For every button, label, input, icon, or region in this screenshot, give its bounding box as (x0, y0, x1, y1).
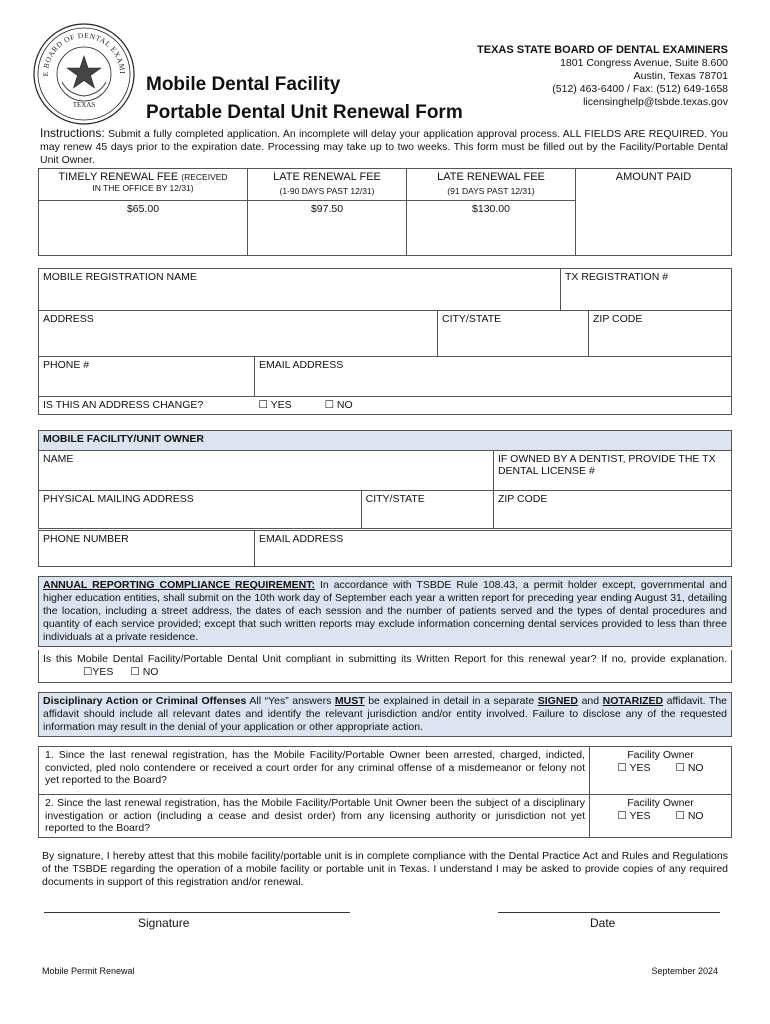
address-label: ADDRESS (43, 313, 94, 325)
question-1-owner-label: Facility Owner (627, 749, 694, 761)
compliance-text: In accordance with TSBDE Rule 108.43, a permit holder except, governmental and higher education entities, shall submit on the 10th work day of September each year a written report for preceding year ending August 31, detailing the location, including a street address, the dates of each session and the number of patients served and the types of dental procedures and quantity of each service provided; except that such written reports may exclude information concerning dental services provided to less than three individuals at a private residence. (43, 579, 728, 643)
registration-name-label: MOBILE REGISTRATION NAME (43, 271, 197, 283)
registration-table (38, 268, 732, 311)
owner-phone-field[interactable] (39, 531, 255, 567)
question-2-no[interactable]: ☐ NO (675, 810, 704, 822)
address-field[interactable] (39, 311, 438, 357)
address-change-yes-label: YES (270, 399, 292, 411)
owner-city-state-label: CITY/STATE (365, 493, 425, 505)
timely-fee-label: TIMELY RENEWAL FEE (58, 171, 179, 183)
compliance-question-box (38, 650, 732, 683)
agency-email[interactable]: licensinghelp@tsbde.texas.gov (583, 96, 728, 108)
title-line-2: Portable Dental Unit Renewal Form (146, 102, 463, 123)
dentist-license-field[interactable] (493, 451, 731, 491)
phone-field[interactable] (39, 357, 255, 397)
tx-registration-label: TX REGISTRATION # (565, 271, 669, 283)
question-2-yes-label: YES (629, 810, 651, 822)
question-2-owner-label: Facility Owner (627, 797, 694, 809)
amount-paid-label: AMOUNT PAID (615, 171, 692, 183)
late-fee-2-sub: (91 DAYS PAST 12/31) (447, 186, 535, 196)
instructions-label: Instructions: (40, 126, 105, 140)
owner-email-label: EMAIL ADDRESS (259, 533, 344, 545)
agency-contact (477, 44, 728, 109)
question-1-yes[interactable]: ☐ YES (617, 762, 651, 774)
timely-fee-sub2: IN THE OFFICE BY 12/31) (92, 183, 194, 193)
disciplinary-text-a: All “Yes” answers (249, 695, 332, 707)
owner-contact-table (38, 530, 732, 567)
compliance-yes-label: YES (92, 666, 114, 678)
owner-city-state-field[interactable] (361, 491, 493, 529)
timely-fee-header (39, 169, 248, 201)
instructions-text: Submit a fully completed application. An incomplete will delay your application approval process. ALL FIELDS ARE REQUIRED. You may renew 45 days prior to the expiration date. Processing may take up to two weeks. This form must be filled out by the Facility/Portable Dental Unit Owner. (40, 128, 728, 166)
disciplinary-and: and (581, 695, 600, 707)
title-line-1: Mobile Dental Facility (146, 74, 341, 95)
email-label: EMAIL ADDRESS (259, 359, 344, 371)
amount-paid-cell[interactable] (576, 169, 732, 256)
owner-zip-field[interactable] (493, 491, 731, 529)
late-fee-2-value: $130.00 (407, 201, 576, 256)
mailing-address-field[interactable] (39, 491, 362, 529)
compliance-no-label: NO (142, 666, 159, 678)
fee-table (38, 168, 732, 256)
disciplinary-text-c: affidavit. The affidavit should include all relevant dates and identify the relevant jurisdiction and/or entity involved. Failure to disclose any of the requested information may result in the denial of your application or other appropriate action. (43, 695, 728, 733)
disciplinary-notarized: NOTARIZED (602, 695, 664, 707)
disciplinary-questions (38, 746, 732, 838)
question-2-answer (590, 795, 732, 838)
late-fee-1-label: LATE RENEWAL FEE (273, 171, 381, 183)
mailing-address-label: PHYSICAL MAILING ADDRESS (43, 493, 194, 505)
attestation-text: By signature, I hereby attest that this mobile facility/portable unit is in complete compliance with the Dental Practice Act and Rules and Regulations of the TSBDE regarding the operation of a mobile facility or portable unit in Texas. I understand I may be asked to provide copies of any required documents in support of this registration and/or renewal. (42, 850, 728, 888)
agency-address-1: 1801 Congress Avenue, Suite 8.600 (560, 57, 728, 69)
owner-email-field[interactable] (255, 531, 732, 567)
late-fee-2-label: LATE RENEWAL FEE (437, 171, 545, 183)
signature-label: Signature (138, 916, 190, 930)
footer-left: Mobile Permit Renewal (42, 966, 135, 976)
compliance-yes[interactable]: ☐YES (83, 666, 114, 678)
agency-phone-fax: (512) 463-6400 / Fax: (512) 649-1658 (552, 83, 728, 95)
disciplinary-text-b: be explained in detail in a separate (368, 695, 535, 707)
footer-right: September 2024 (651, 966, 718, 976)
disciplinary-signed: SIGNED (537, 695, 579, 707)
question-2: 2. Since the last renewal registration, has the Mobile Facility/Portable Unit Owner been the subject of a disciplinary investigation or action (including a cease and desist order) from any licensing authority or jurisdiction not yet reported to the Board? (39, 795, 590, 838)
zip-field[interactable] (589, 311, 732, 357)
question-2-yes[interactable]: ☐ YES (617, 810, 651, 822)
owner-section-title: MOBILE FACILITY/UNIT OWNER (39, 431, 732, 451)
owner-table (38, 430, 732, 529)
board-seal (32, 22, 136, 126)
address-change-label: IS THIS AN ADDRESS CHANGE? (43, 399, 204, 411)
question-1-no-label: NO (687, 762, 704, 774)
contact-table (38, 356, 732, 415)
timely-fee-value: $65.00 (39, 201, 248, 256)
signature-line[interactable] (44, 912, 350, 913)
late-fee-1-value: $97.50 (248, 201, 407, 256)
timely-fee-sub1: (RECEIVED (181, 172, 228, 182)
compliance-box (38, 576, 732, 647)
compliance-question: Is this Mobile Dental Facility/Portable Dental Unit compliant in submitting its Written Report for this renewal year? If no, provide explanation. (43, 653, 727, 665)
email-field[interactable] (255, 357, 732, 397)
star-icon (67, 56, 101, 88)
address-change-no-label: NO (336, 399, 353, 411)
address-change-options (255, 397, 732, 415)
question-1-yes-label: YES (629, 762, 651, 774)
seal-bottom-text: TEXAS (72, 101, 96, 109)
address-table (38, 310, 732, 357)
owner-name-field[interactable] (39, 451, 494, 491)
address-change-question (39, 397, 255, 415)
address-change-no[interactable]: ☐ NO (324, 399, 353, 411)
owner-name-label: NAME (43, 453, 74, 465)
question-1-answer (590, 747, 732, 795)
address-change-yes[interactable]: ☐ YES (258, 399, 292, 411)
instructions (40, 127, 728, 167)
date-label: Date (590, 916, 616, 930)
zip-label: ZIP CODE (593, 313, 643, 325)
compliance-no[interactable]: ☐ NO (130, 666, 159, 678)
city-state-field[interactable] (438, 311, 589, 357)
dentist-license-label: IF OWNED BY A DENTIST, PROVIDE THE TX DENTAL LICENSE # (497, 453, 716, 477)
late-fee-2-header (407, 169, 576, 201)
question-1-no[interactable]: ☐ NO (675, 762, 704, 774)
registration-name-field[interactable] (39, 269, 561, 311)
date-line[interactable] (498, 912, 720, 913)
late-fee-1-sub: (1-90 DAYS PAST 12/31) (279, 186, 375, 196)
seal-top-text: E BOARD OF DENTAL EXAMI (40, 30, 128, 77)
compliance-heading: ANNUAL REPORTING COMPLIANCE REQUIREMENT: (43, 579, 315, 591)
question-1: 1. Since the last renewal registration, has the Mobile Facility/Portable Owner been arrested, charged, indicted, convicted, pled nolo contendere or received a court order for any criminal offense of a misdemeanor or felony not yet reported to the Board? (39, 747, 590, 795)
disciplinary-heading: Disciplinary Action or Criminal Offenses (43, 695, 247, 707)
late-fee-1-header (248, 169, 407, 201)
form-title (146, 71, 463, 127)
phone-label: PHONE # (43, 359, 90, 371)
agency-name: TEXAS STATE BOARD OF DENTAL EXAMINERS (477, 44, 728, 56)
agency-address-2: Austin, Texas 78701 (633, 70, 728, 82)
disciplinary-must: MUST (334, 695, 365, 707)
owner-phone-label: PHONE NUMBER (43, 533, 129, 545)
question-2-no-label: NO (687, 810, 704, 822)
disciplinary-box (38, 692, 732, 737)
city-state-label: CITY/STATE (442, 313, 502, 325)
owner-zip-label: ZIP CODE (497, 493, 548, 505)
tx-registration-field[interactable] (561, 269, 732, 311)
